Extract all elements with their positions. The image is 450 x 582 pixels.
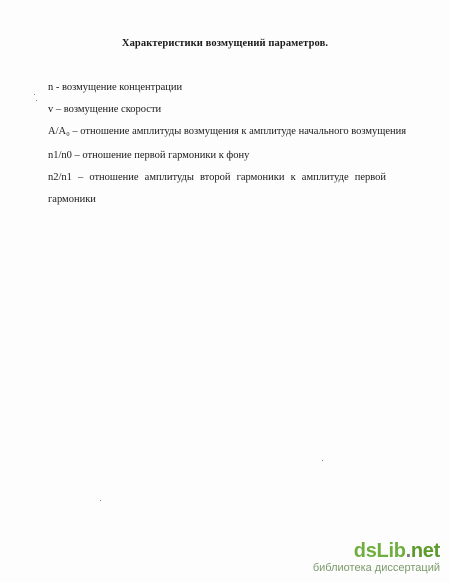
definition-line: v – возмущение скорости	[48, 104, 162, 115]
watermark-logo-dot: .	[405, 540, 411, 562]
scan-speck	[36, 100, 37, 101]
definition-line: n - возмущение концентрации	[48, 82, 183, 93]
scan-speck	[34, 94, 35, 95]
watermark	[313, 541, 440, 574]
definition-line: A/A₀ – отношение амплитуды возмущения к амплитуде начального возмущения	[48, 126, 407, 137]
watermark-subtitle: библиотека диссертаций	[312, 562, 440, 574]
definition-line-continuation: гармоники	[48, 194, 96, 205]
scan-speck	[100, 500, 101, 501]
watermark-logo	[313, 541, 440, 561]
definition-line: n2/n1 – отношение амплитуды второй гармоники к амплитуде первой	[48, 172, 386, 183]
watermark-logo-tld: net	[410, 540, 440, 562]
definition-line: n1/n0 – отношение первой гармоники к фону	[48, 150, 250, 161]
scan-speck	[322, 460, 323, 461]
watermark-logo-main: dsLib	[353, 540, 406, 562]
page-title: Характеристики возмущений параметров.	[121, 38, 329, 49]
